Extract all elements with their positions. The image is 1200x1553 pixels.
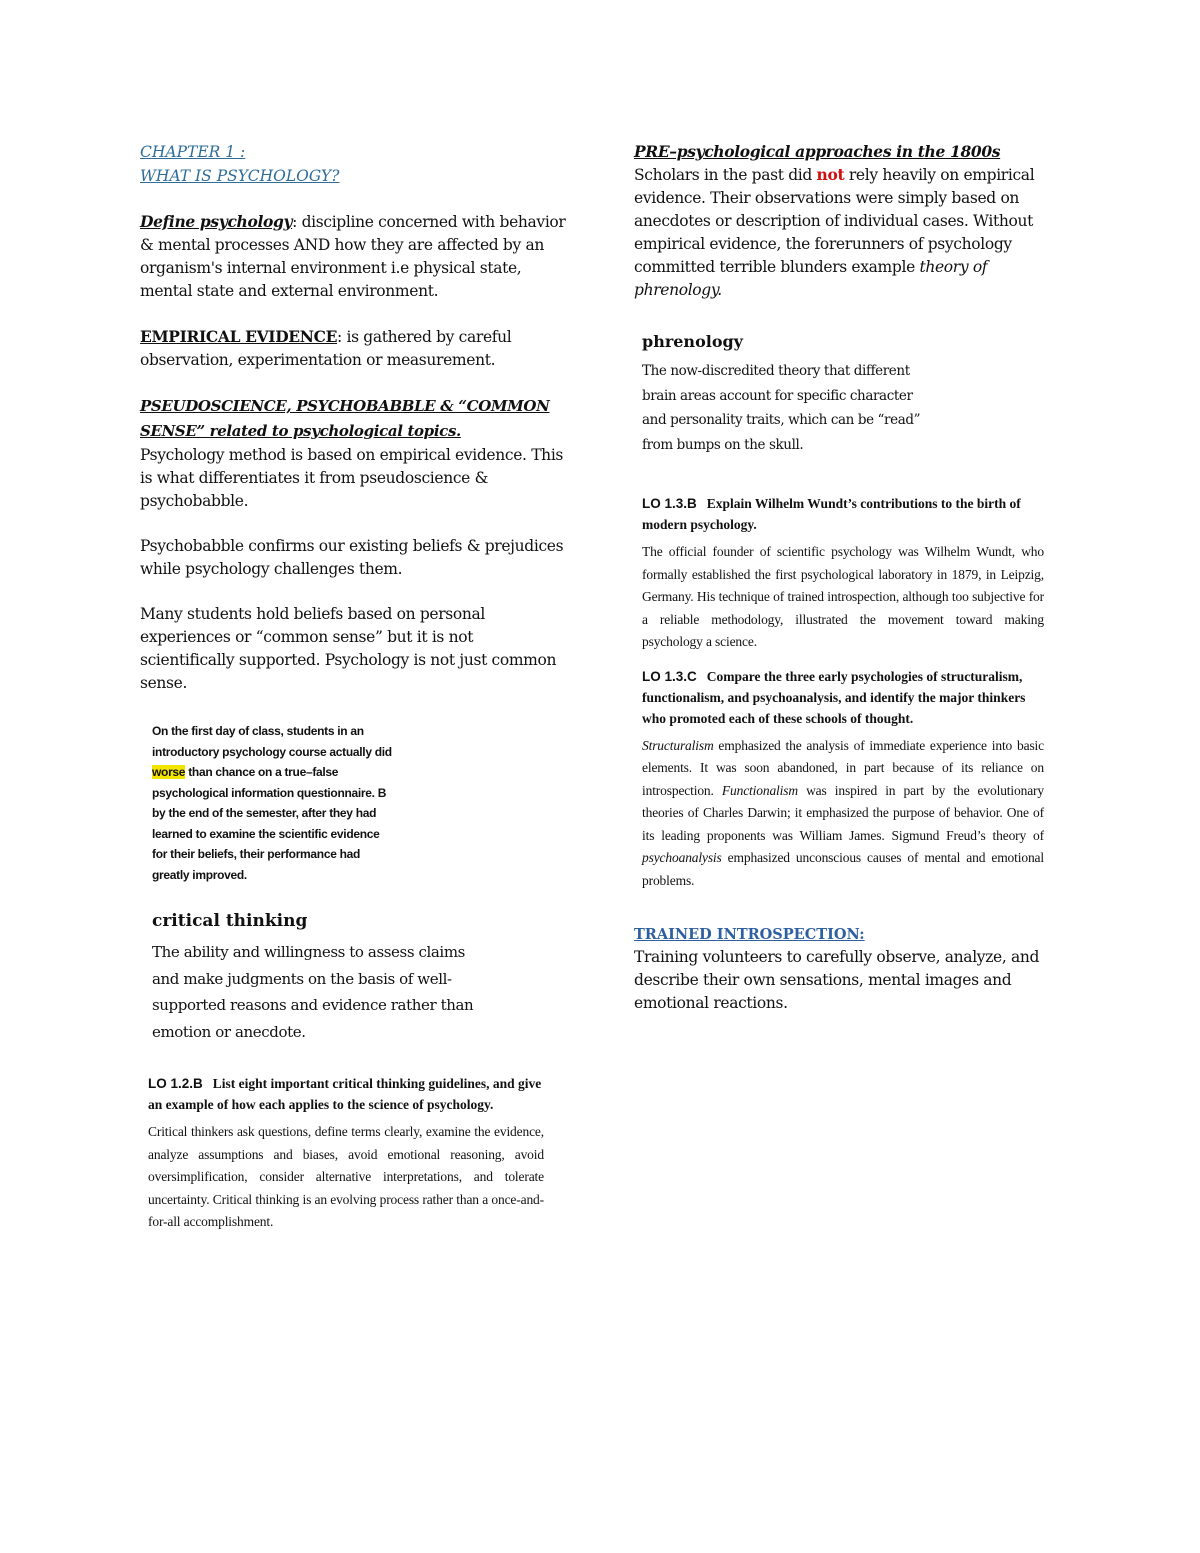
common-sense-paragraph: Many students hold beliefs based on personal experiences or “common sense” but it is not scientifically supported. Psychology is not just common sense. [140,605,557,692]
lo-1-3-c-heading: LO 1.3.C Compare the three early psychologies of structuralism, functionalism, and psychoanalysis, and identify the major thinkers who promoted each of these schools of thought. [642,668,1026,726]
define-psychology-paragraph [140,210,570,303]
lo-code: LO 1.3.C [642,668,697,684]
right-column [634,140,1064,1015]
trained-introspection-text: Training volunteers to carefully observe, analyze, and describe their own sensations, mental images and emotional reactions. [634,948,1040,1012]
critical-thinking-term: critical thinking [152,911,308,931]
lo-1-2-b-heading: LO 1.2.B List eight important critical thinking guidelines, and give an example of how each applies to the science of psychology. [148,1076,542,1112]
lo-1-3-c-text: Structuralism emphasized the analysis of immediate experience into basic elements. It was soon abandoned, in part because of its reliance on introspection. Functionalism was inspired in part by the evolutionary theories of Charles Darwin; it emphasized the purpose of behavior. One of its leading proponents was William James. Sigmund Freud’s theory of psychoanalysis emphasized unconscious causes of mental and emotional problems. [642,737,1044,888]
pseudoscience-text: Psychology method is based on empirical evidence. This is what differentiates it from pseudoscience & psychobabble. [140,446,564,510]
psychobabble-paragraph: Psychobabble confirms our existing beliefs & prejudices while psychology challenges them. [140,537,564,578]
lo-1-3-b-heading: LO 1.3.B Explain Wilhelm Wundt’s contributions to the birth of modern psychology. [642,496,1021,532]
define-psychology-text: : discipline concerned with behavior & mental processes AND how they are affected by an organism's internal environment i.e physical state, mental state and external environment. [140,213,566,300]
critical-thinking-definition-box [152,911,482,1045]
lo-code: LO 1.3.B [642,496,697,511]
chapter-title: WHAT IS PSYCHOLOGY? [140,167,340,185]
critical-thinking-definition: The ability and willingness to assess claims and make judgments on the basis of well-supported reasons and evidence rather than emotion or anecdote. [152,943,474,1041]
lo-1-3-c-section [642,666,1044,893]
define-psychology-term: Define psychology [140,212,293,231]
lo-1-2-b-text: Critical thinkers ask questions, define terms clearly, examine the evidence, analyze assumptions and biases, avoid emotional reasoning, avoid oversimplification, consider alternative interpretations, and tolerate uncertainty. Critical thinking is an evolving process rather than a once-and-for-all accomplishment. [148,1124,544,1229]
empirical-evidence-paragraph [140,325,570,372]
lo-1-2-b-section [148,1073,544,1234]
left-column [140,140,570,1234]
chapter-number: CHAPTER 1 : [140,143,246,161]
lo-1-3-b-text: The official founder of scientific psychology was Wilhelm Wundt, who formally established the first psychological laboratory in 1879, in Leipzig, Germany. His technique of trained introspection, although too subjective for a reliable methodology, illustrated the movement toward making psychology a science. [642,544,1044,649]
phrenology-definition: The now-discredited theory that different brain areas account for specific character and personality traits, which can be “read” from bumps on the skull. [642,363,921,453]
first-day-excerpt: On the first day of class, students in an introductory psychology course actually did worse than chance on a true–false psychological information questionnaire. B by the end of the semester, after they had learned to examine the scientific evidence for their beliefs, their performance had greatly improved. [152,724,392,882]
worse-highlight: worse [152,765,186,779]
pre-psychological-text: Scholars in the past did not rely heavily on empirical evidence. Their observations were simply based on anecdotes or description of individual cases. Without empirical evidence, the forerunners of psychology committed terrible blunders example theory of phrenology. [634,165,1035,299]
pre-psychological-heading: PRE–psychological approaches in the 1800s [634,142,1001,161]
not-emphasis: not [816,165,845,184]
empirical-evidence-term: EMPIRICAL EVIDENCE [140,327,338,346]
phrenology-example: theory of phrenology. [634,258,988,299]
lo-code: LO 1.2.B [148,1076,203,1091]
phrenology-term: phrenology [642,332,743,351]
empirical-evidence-text: : is gathered by careful observation, experimentation or measurement. [140,328,512,369]
pseudoscience-heading: PSEUDOSCIENCE, PSYCHOBABBLE & “COMMON SENSE” related to psychological topics. [140,397,550,440]
lo-1-3-b-section [642,493,1044,654]
trained-introspection-heading: TRAINED INTROSPECTION: [634,926,865,943]
phrenology-definition-box [642,332,927,457]
